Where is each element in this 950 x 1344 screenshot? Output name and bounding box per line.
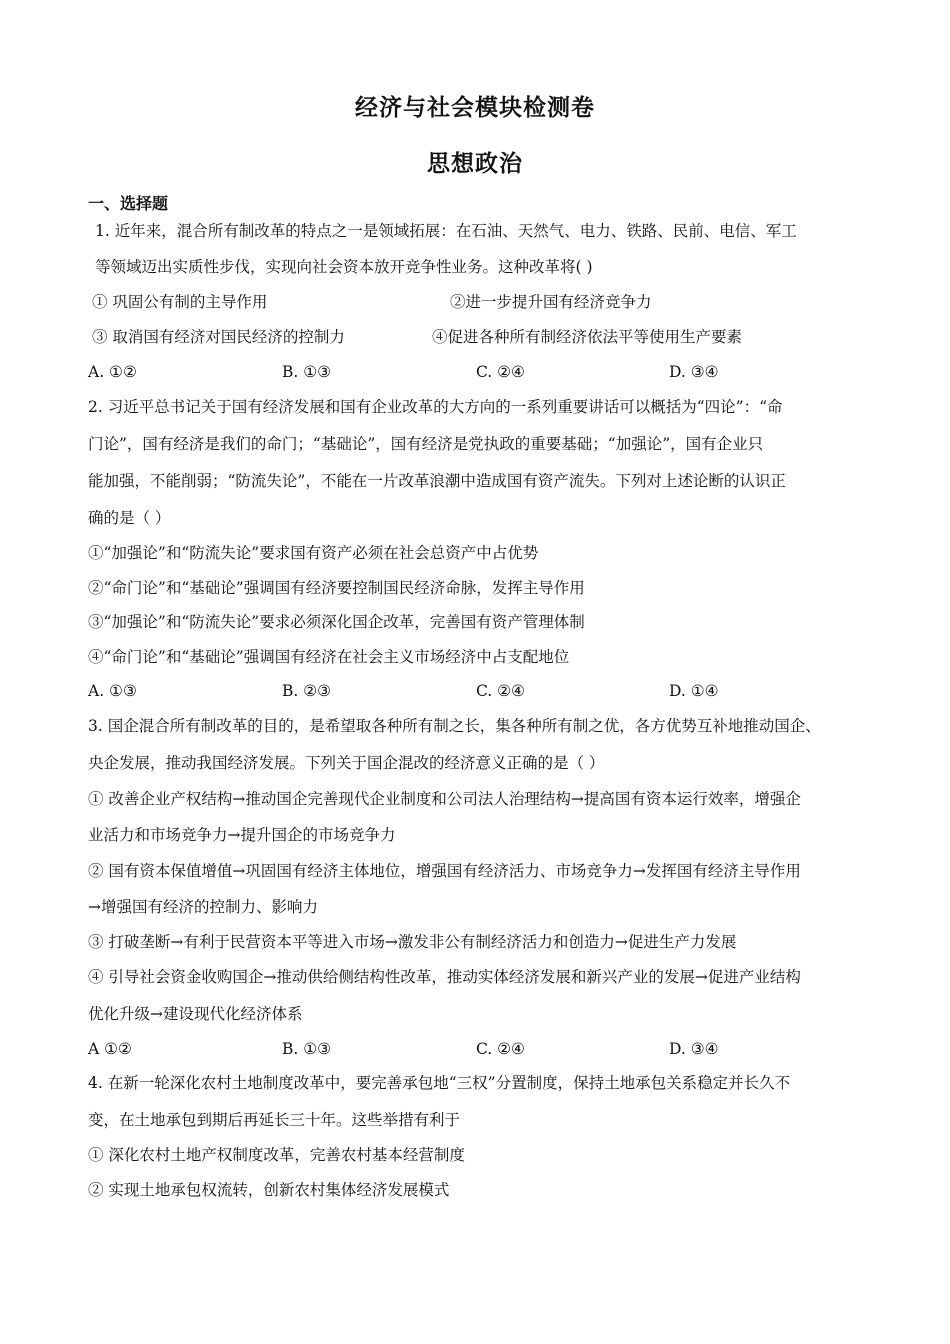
- question-2-option-a[interactable]: A. ①③: [88, 682, 137, 700]
- question-3-stem-line-2: 央企发展，推动我国经济发展。下列关于国企混改的经济意义正确的是（ ）: [88, 754, 605, 772]
- question-4-stem-line-2: 变，在土地承包到期后再延长三十年。这些举措有利于: [88, 1111, 461, 1129]
- question-1-option-d[interactable]: D. ③④: [669, 363, 719, 381]
- question-3-statement-3: ③ 打破垄断→有利于民营资本平等进入市场→激发非公有制经济活力和创造力→促进生产力发展: [88, 933, 737, 951]
- question-3-stem-line-1: 3. 国企混合所有制改革的目的，是希望取各种所有制之长，集各种所有制之优，各方优势互补地推动国企、: [88, 717, 821, 735]
- question-2-option-d[interactable]: D. ①④: [669, 682, 719, 700]
- question-2-option-c[interactable]: C. ②④: [476, 682, 525, 700]
- question-2-option-b[interactable]: B. ②③: [282, 682, 332, 700]
- question-3-statement-2-cont: →增强国有经济的控制力、影响力: [88, 898, 318, 916]
- question-2-statement-1: ①“加强论”和“防流失论”要求国有资产必须在社会总资产中占优势: [88, 544, 539, 562]
- section-heading: 一、选择题: [88, 194, 169, 213]
- question-1-option-a[interactable]: A. ①②: [88, 363, 137, 381]
- exam-subject: 思想政治: [427, 150, 523, 177]
- question-1-statement-3: ③ 取消国有经济对国民经济的控制力: [92, 328, 345, 346]
- question-1-stem-line-1: 1. 近年来，混合所有制改革的特点之一是领域拓展：在石油、天然气、电力、铁路、民前、电信、军工: [95, 222, 797, 240]
- question-1-stem-line-2: 等领域迈出实质性步伐，实现向社会资本放开竞争性业务。这种改革将( ): [95, 258, 593, 276]
- question-2-stem-line-3: 能加强，不能削弱；“防流失论”，不能在一片改革浪潮中造成国有资产流失。下列对上述论断的认识正: [88, 472, 786, 490]
- question-2-stem-line-1: 2. 习近平总书记关于国有经济发展和国有企业改革的大方向的一系列重要讲话可以概括为“四论”：“命: [88, 398, 783, 416]
- question-1-statement-4: ④促进各种所有制经济依法平等使用生产要素: [432, 328, 743, 346]
- question-3-statement-2: ② 国有资本保值增值→巩固国有经济主体地位，增强国有经济活力、市场竞争力→发挥国有经济主导作用: [88, 862, 801, 880]
- question-1-option-b[interactable]: B. ①③: [282, 363, 332, 381]
- question-3-option-d[interactable]: D. ③④: [669, 1040, 719, 1058]
- question-3-statement-4-cont: 优化升级→建设现代化经济体系: [88, 1005, 303, 1023]
- question-2-statement-2: ②“命门论”和“基础论”强调国有经济要控制国民经济命脉，发挥主导作用: [88, 579, 585, 597]
- question-4-statement-1: ① 深化农村土地产权制度改革，完善农村基本经营制度: [88, 1146, 465, 1164]
- question-4-statement-2: ② 实现土地承包权流转，创新农村集体经济发展模式: [88, 1181, 450, 1199]
- question-3-statement-4: ④ 引导社会资金收购国企→推动供给侧结构性改革，推动实体经济发展和新兴产业的发展→促进产业结构: [88, 968, 801, 986]
- question-3-statement-1: ① 改善企业产权结构→推动国企完善现代企业制度和公司法人治理结构→提高国有资本运行效率，增强企: [88, 790, 801, 808]
- question-2-statement-3: ③“加强论”和“防流失论”要求必须深化国企改革，完善国有资产管理体制: [88, 613, 585, 631]
- question-3-option-b[interactable]: B. ①③: [282, 1040, 332, 1058]
- question-1-statement-1: ① 巩固公有制的主导作用: [92, 293, 268, 311]
- question-1-option-c[interactable]: C. ②④: [476, 363, 525, 381]
- question-2-statement-4: ④“命门论”和“基础论”强调国有经济在社会主义市场经济中占支配地位: [88, 648, 570, 666]
- question-3-statement-1-cont: 业活力和市场竞争力→提升国企的市场竞争力: [88, 826, 396, 844]
- question-3-option-a[interactable]: A ①②: [88, 1040, 132, 1058]
- question-4-stem-line-1: 4. 在新一轮深化农村土地制度改革中，要完善承包地“三权”分置制度，保持土地承包关系稳定并长久不: [88, 1074, 791, 1092]
- exam-title: 经济与社会模块检测卷: [355, 94, 595, 121]
- question-1-statement-2: ②进一步提升国有经济竞争力: [450, 293, 652, 311]
- question-3-option-c[interactable]: C. ②④: [476, 1040, 525, 1058]
- question-2-stem-line-2: 门论”，国有经济是我们的命门；“基础论”，国有经济是党执政的重要基础；“加强论”，国有企业只: [88, 435, 764, 453]
- question-2-stem-line-4: 确的是（ ）: [88, 509, 171, 527]
